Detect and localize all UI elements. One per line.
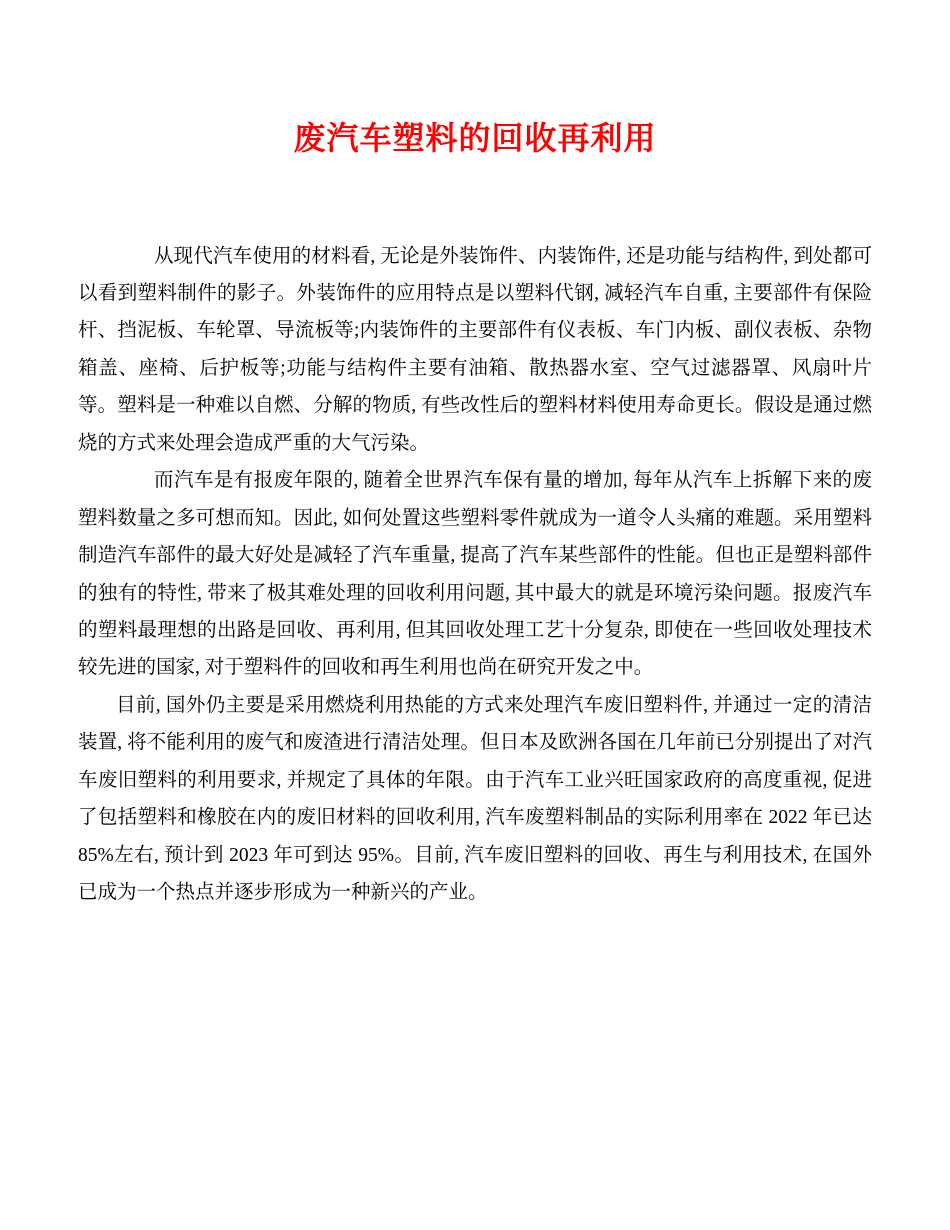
paragraph-1: 从现代汽车使用的材料看, 无论是外装饰件、内装饰件, 还是功能与结构件, 到处都可以看到塑料制件的影子。外装饰件的应用特点是以塑料代钢, 减轻汽车自重, 主要部件有保险杆、挡泥板、车轮罩、导流板等;内装饰件的主要部件有仪表板、车门内板、副仪表板、杂物箱盖、座椅、后护板等;功能与结构件主要有油箱、散热器水室、空气过滤器罩、风扇叶片等。塑料是一种难以自燃、分解的物质, 有些改性后的塑料材料使用寿命更长。假设是通过燃烧的方式来处理会造成严重的大气污染。 [78, 245, 872, 454]
paragraph-2: 而汽车是有报废年限的, 随着全世界汽车保有量的增加, 每年从汽车上拆解下来的废塑料数量之多可想而知。因此, 如何处置这些塑料零件就成为一道令人头痛的难题。采用塑料制造汽车部件的最大好处是减轻了汽车重量, 提高了汽车某些部件的性能。但也正是塑料部件的独有的特性, 带来了极其难处理的回收利用问题, 其中最大的就是环境污染问题。报废汽车的塑料最理想的出路是回收、再利用, 但其回收处理工艺十分复杂, 即使在一些回收处理技术较先进的国家, 对于塑料件的回收和再生利用也尚在研究开发之中。 [78, 470, 872, 679]
document-body [78, 238, 872, 912]
page-title: 废汽车塑料的回收再利用 [293, 120, 657, 156]
paragraph-3: 目前, 国外仍主要是采用燃烧利用热能的方式来处理汽车废旧塑料件, 并通过一定的清洁装置, 将不能利用的废气和废渣进行清洁处理。但日本及欧洲各国在几年前已分别提出了对汽车废旧塑料的利用要求, 并规定了具体的年限。由于汽车工业兴旺国家政府的高度重视, 促进了包括塑料和橡胶在内的废旧材料的回收利用, 汽车废塑料制品的实际利用率在 2022 年已达 85%左右, 预计到 2023 年可到达 95%。目前, 汽车废旧塑料的回收、再生与利用技术, 在国外已成为一个热点并逐步形成为一种新兴的产业。 [78, 694, 872, 904]
